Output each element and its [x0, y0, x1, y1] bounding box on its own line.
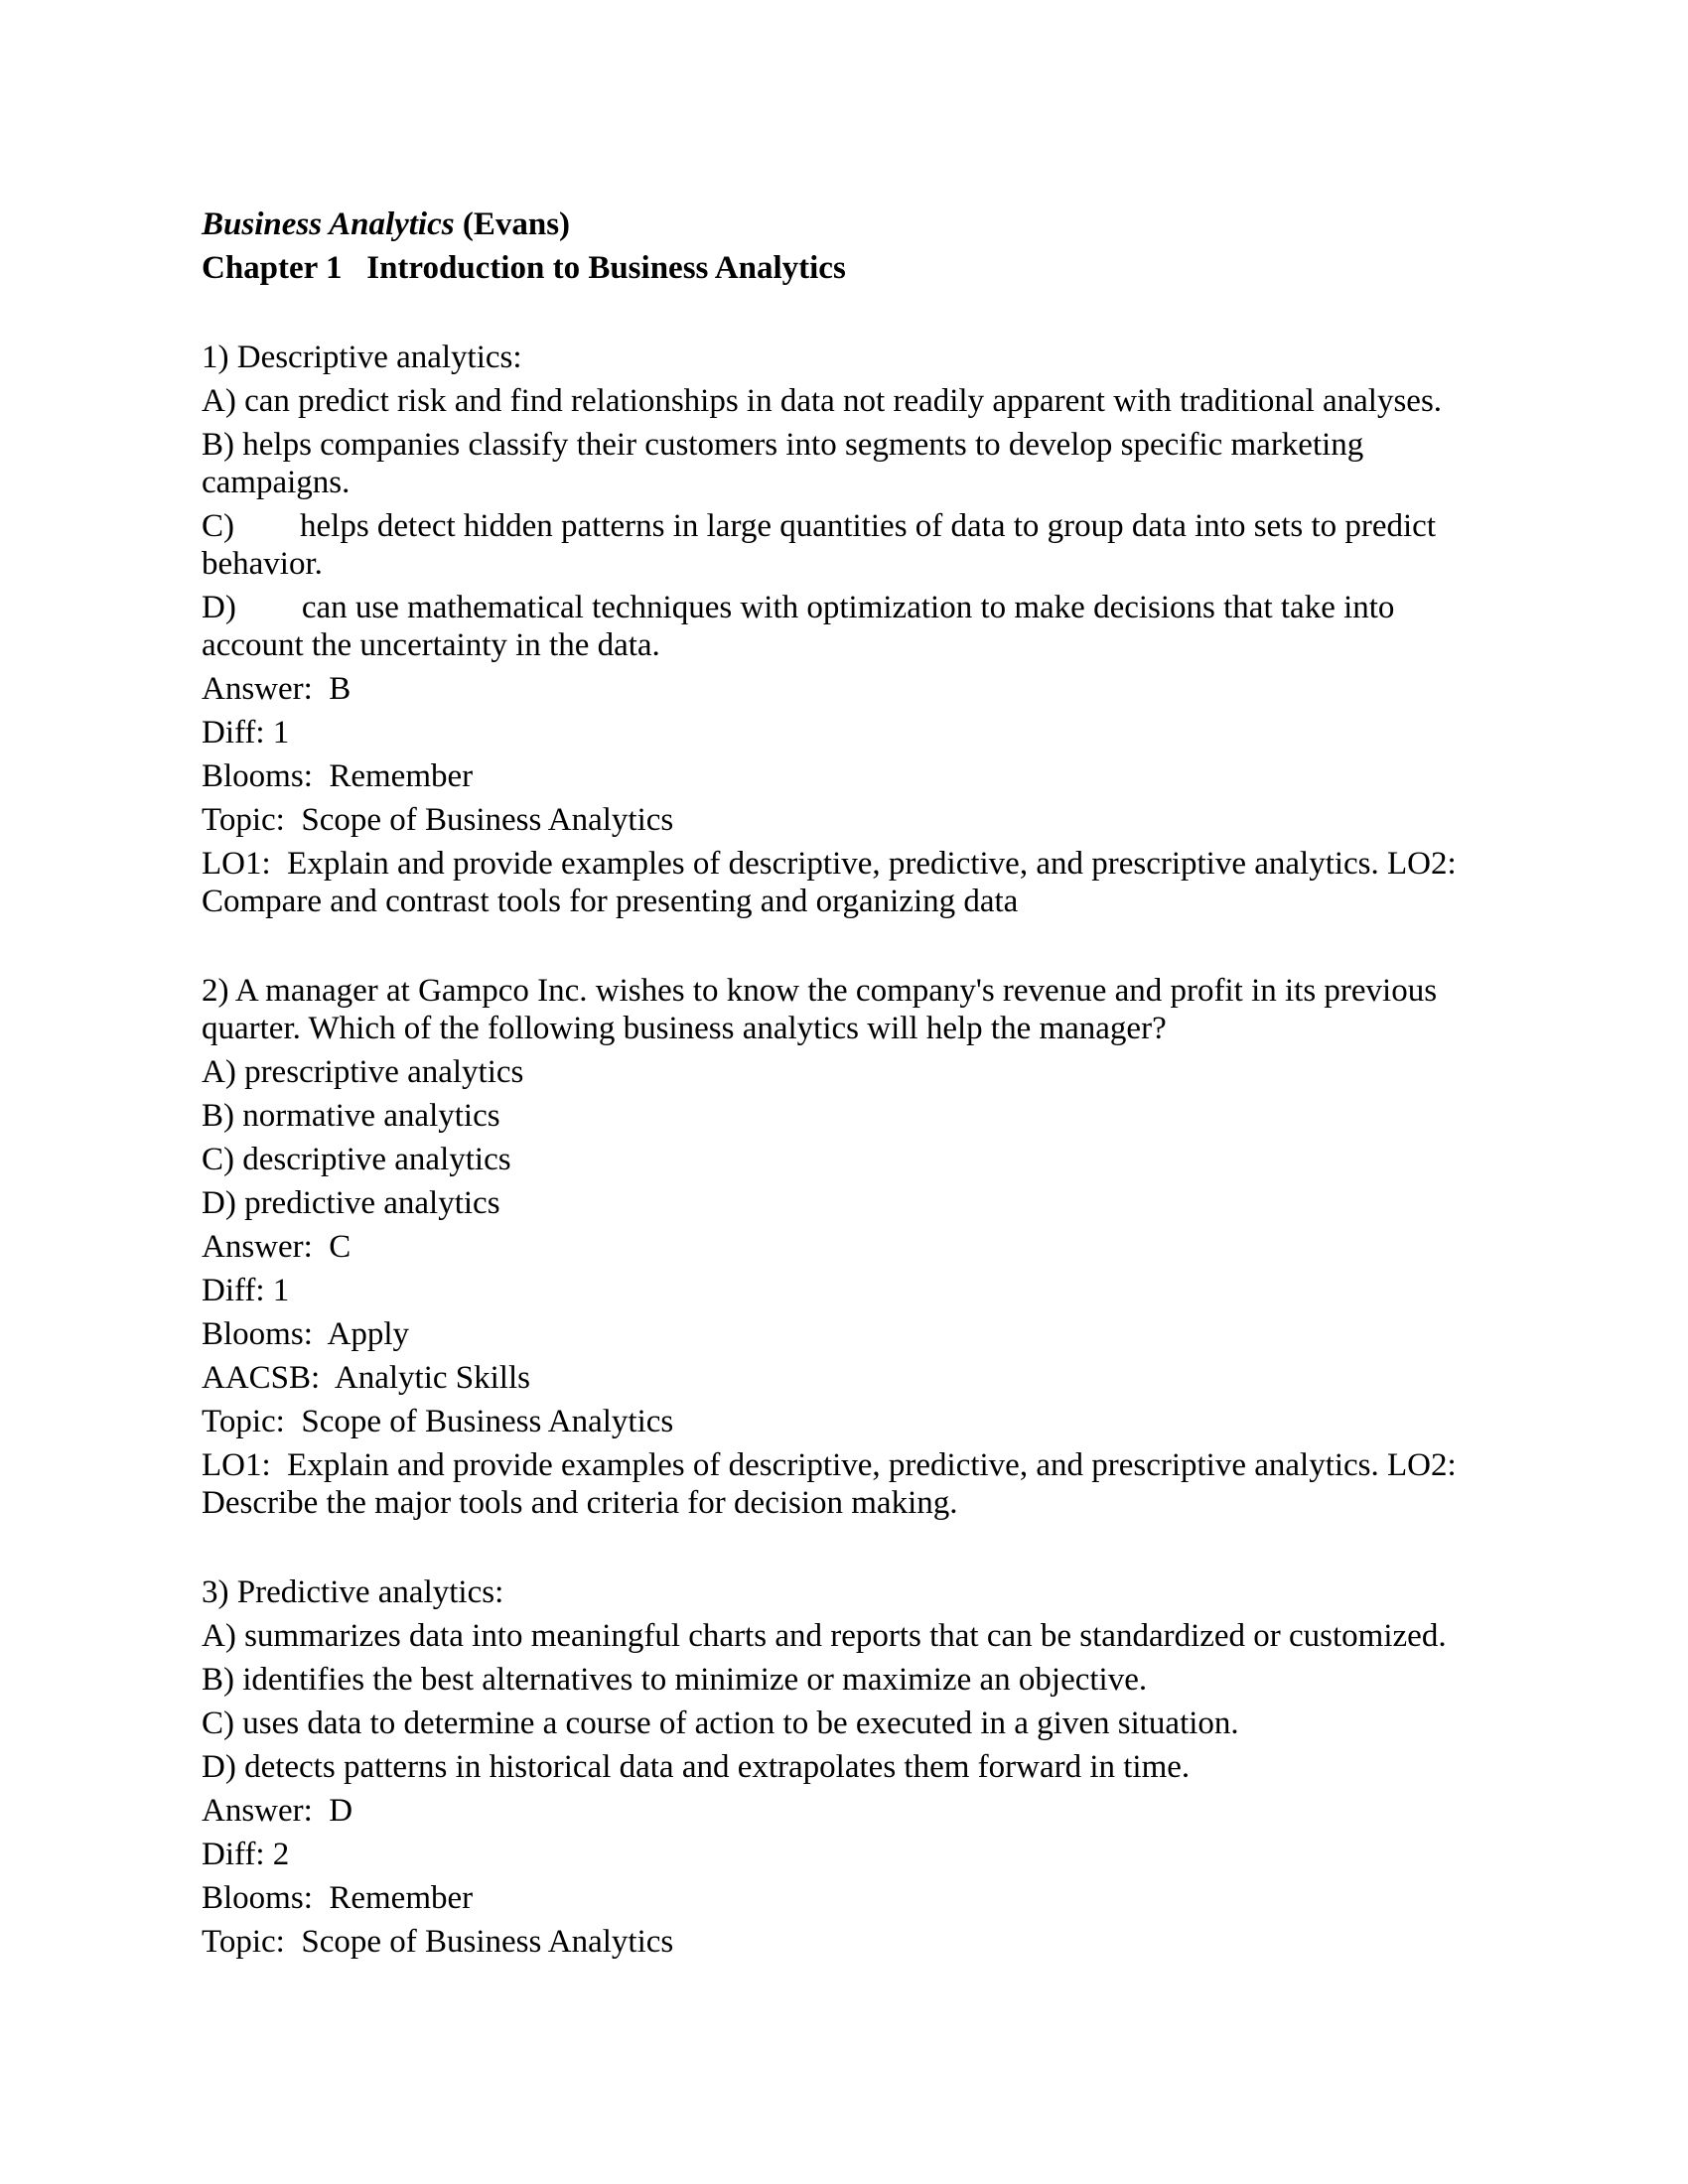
lo-line: Describe the major tools and criteria for decision making. — [202, 1485, 958, 1521]
book-title: Business Analytics — [202, 206, 455, 242]
answer-line: Answer: D — [202, 1793, 353, 1829]
answer-line: Answer: C — [202, 1229, 352, 1265]
topic-line: Topic: Scope of Business Analytics — [202, 1404, 674, 1439]
topic — [202, 1403, 1628, 1440]
topic — [202, 1923, 1628, 1961]
answer-option-d — [202, 1184, 1628, 1222]
book-title-paragraph — [202, 205, 1628, 243]
answer-option-b — [202, 1097, 1628, 1135]
option-line: A) prescriptive analytics — [202, 1054, 524, 1090]
blooms — [202, 1879, 1628, 1917]
answer-key — [202, 670, 1628, 708]
option-line: B) normative analytics — [202, 1098, 500, 1134]
option-line: C) descriptive analytics — [202, 1142, 511, 1177]
lo-line: LO1: Explain and provide examples of descriptive, predictive, and prescriptive analytics. LO2: — [202, 846, 1457, 882]
difficulty — [202, 1836, 1628, 1873]
learning-objective — [202, 1446, 1628, 1522]
answer-option-d — [202, 1748, 1628, 1786]
answer-line: Answer: B — [202, 671, 352, 707]
diff-line: Diff: 1 — [202, 715, 290, 751]
question-stem-line: 3) Predictive analytics: — [202, 1574, 504, 1610]
option-line: behavior. — [202, 546, 323, 582]
blooms-line: Blooms: Apply — [202, 1316, 410, 1352]
question-stem-line: 2) A manager at Gampco Inc. wishes to know the company's revenue and profit in its previous — [202, 973, 1438, 1009]
blooms — [202, 757, 1628, 795]
diff-line: Diff: 1 — [202, 1273, 290, 1308]
option-line: C) uses data to determine a course of action to be executed in a given situation. — [202, 1706, 1239, 1741]
difficulty — [202, 1272, 1628, 1309]
question-3 — [202, 1573, 1628, 1961]
option-line: B) helps companies classify their customers into segments to develop specific marketing — [202, 427, 1364, 463]
question-stem — [202, 972, 1628, 1047]
option-line: D) detects patterns in historical data and extrapolates them forward in time. — [202, 1749, 1191, 1785]
option-line: account the uncertainty in the data. — [202, 627, 660, 663]
topic-line: Topic: Scope of Business Analytics — [202, 1924, 674, 1960]
answer-key — [202, 1228, 1628, 1266]
aacsb-line: AACSB: Analytic Skills — [202, 1360, 530, 1396]
option-line: A) summarizes data into meaningful charts and reports that can be standardized or customized. — [202, 1618, 1447, 1654]
topic — [202, 801, 1628, 839]
answer-option-d — [202, 589, 1628, 664]
lo-line: LO1: Explain and provide examples of descriptive, predictive, and prescriptive analytics. LO2: — [202, 1447, 1457, 1483]
answer-option-c — [202, 507, 1628, 583]
option-line: B) identifies the best alternatives to minimize or maximize an objective. — [202, 1662, 1148, 1698]
question-stem-line: quarter. Which of the following business analytics will help the manager? — [202, 1011, 1167, 1046]
topic-line: Topic: Scope of Business Analytics — [202, 802, 674, 838]
blooms — [202, 1315, 1628, 1353]
aacsb — [202, 1359, 1628, 1397]
difficulty — [202, 714, 1628, 751]
book-author: (Evans) — [454, 206, 571, 242]
chapter-title: Chapter 1 Introduction to Business Analytics — [202, 250, 846, 286]
answer-option-b — [202, 426, 1628, 501]
answer-option-a — [202, 1617, 1628, 1655]
question-stem — [202, 339, 1628, 376]
learning-objective — [202, 845, 1628, 920]
question-stem — [202, 1573, 1628, 1611]
question-1 — [202, 339, 1628, 920]
answer-option-a — [202, 1053, 1628, 1091]
chapter-title-paragraph — [202, 249, 1628, 287]
option-line: A) can predict risk and find relationships in data not readily apparent with traditional analyses. — [202, 383, 1443, 419]
answer-key — [202, 1792, 1628, 1830]
option-line: campaigns. — [202, 465, 351, 500]
option-line: D) predictive analytics — [202, 1185, 500, 1221]
question-2 — [202, 972, 1628, 1522]
answer-option-c — [202, 1705, 1628, 1742]
option-line: D) can use mathematical techniques with optimization to make decisions that take into — [202, 590, 1395, 625]
answer-option-a — [202, 382, 1628, 420]
question-stem-line: 1) Descriptive analytics: — [202, 340, 522, 375]
blooms-line: Blooms: Remember — [202, 1880, 474, 1916]
answer-option-c — [202, 1141, 1628, 1178]
lo-line: Compare and contrast tools for presenting and organizing data — [202, 884, 1019, 919]
option-line: C) helps detect hidden patterns in large quantities of data to group data into sets to predict — [202, 508, 1436, 544]
book-title-line — [202, 205, 1628, 243]
blooms-line: Blooms: Remember — [202, 758, 474, 794]
document-header — [202, 205, 1628, 287]
diff-line: Diff: 2 — [202, 1837, 290, 1872]
answer-option-b — [202, 1661, 1628, 1699]
